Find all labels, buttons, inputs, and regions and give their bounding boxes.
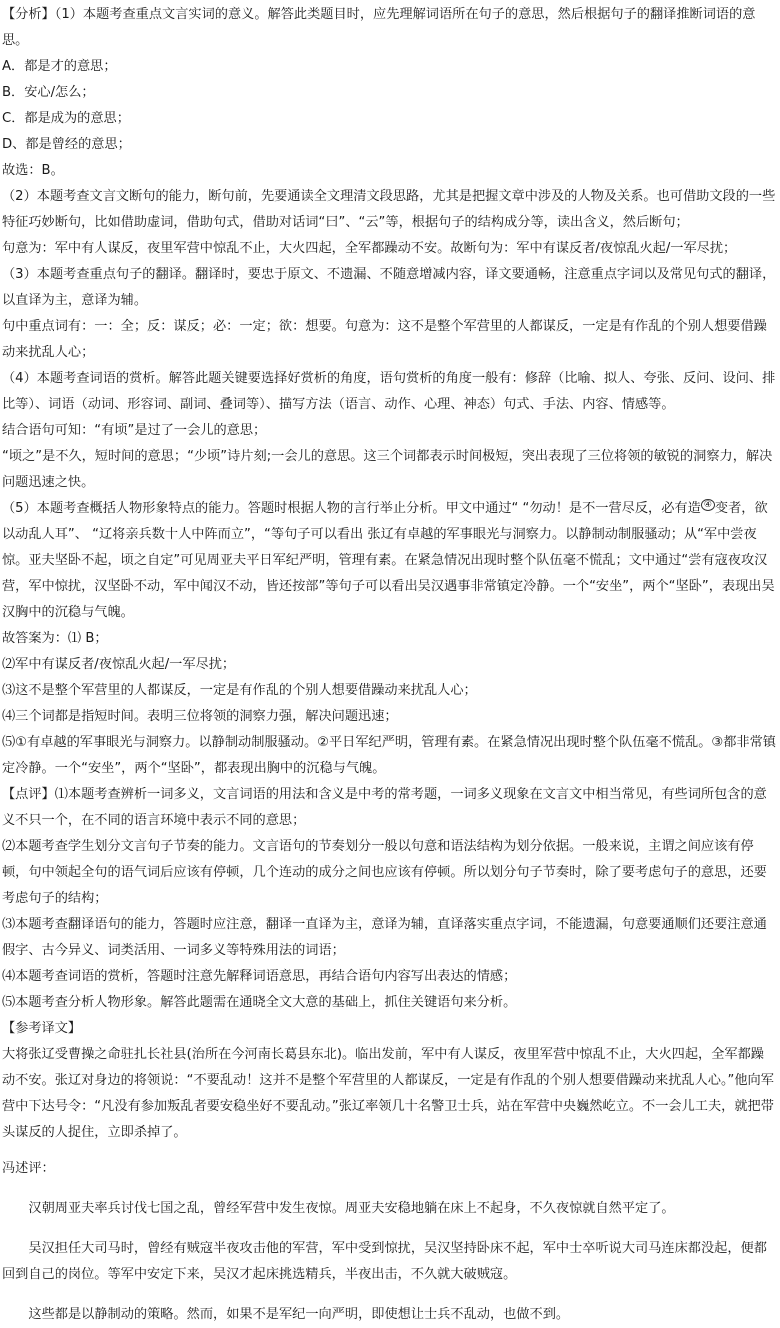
commentary-heading: 冯述评： bbox=[2, 1161, 55, 1176]
spacer bbox=[2, 1182, 776, 1196]
translation-section bbox=[2, 1016, 776, 1146]
option-b: B．安心/怎么； bbox=[2, 85, 95, 100]
question-2-meaning: 句意为：军中有人谋反，夜里军营中惊乱不止，大火四起，全军都躁动不安。故断句为：军中有谋反者/夜惊乱火起/一军尽扰； bbox=[2, 241, 737, 256]
review-section bbox=[2, 782, 776, 1016]
footnote-marker: ④ bbox=[701, 499, 715, 511]
question-4-more: “顷之”是不久，短时间的意思；“少顷”诗片刻;一会儿的意思。这三个词都表示时间极短，突出表现了三位将领的敏锐的洞察力，解决问题迅速之快。 bbox=[2, 449, 773, 490]
spacer bbox=[2, 1222, 776, 1236]
review-1: 【点评】⑴本题考查辨析一词多义，文言词语的用法和含义是中考的常考题，一词多义现象在文言文中相当常见，有些词所包含的意义不只一个，在不同的语言环境中表示不同的意思； bbox=[2, 787, 767, 828]
answer-2: ⑵军中有谋反者/夜惊乱火起/一军尽扰； bbox=[2, 657, 236, 672]
question-2: （2）本题考查文言文断句的能力，断句前，先要通读全文理清文段思路，尤其是把握文章中涉及的人物及关系。也可借助文段的一些特征巧妙断句，比如借助虚词，借助句式，借助对话词“曰”、“云”等，根据句子的结构成分等，读出含义，然后断句； bbox=[2, 189, 776, 230]
review-3: ⑶本题考查翻译语句的能力，答题时应注意，翻译一直译为主，意译为辅，直译落实重点字词，不能遗漏，句意要通顺们还要注意通假字、古今异义、词类活用、一词多义等特殊用法的词语； bbox=[2, 917, 767, 958]
commentary-paragraph-2: 吴汉担任大司马时，曾经有贼寇半夜攻击他的军营，军中受到惊扰，吴汉坚持卧床不起，军中士卒听说大司马连床都没起，便都回到自己的岗位。等军中安定下来，吴汉才起床挑选精兵，半夜出击，不久就大破贼寇。 bbox=[2, 1241, 767, 1282]
question-3-words: 句中重点词有：一：全；反：谋反；必：一定；欲：想要。句意为：这不是整个军营里的人都谋反，一定是有作乱的个别人想要借躁动来扰乱人心； bbox=[2, 319, 767, 360]
review-4: ⑷本题考查词语的赏析，答题时注意先解释词语意思，再结合语句内容写出表达的情感； bbox=[2, 969, 517, 984]
analysis-intro: 【分析】（1）本题考查重点文言实词的意义。解答此类题目时，应先理解词语所在句子的意思，然后根据句子的翻译推断词语的意思。 bbox=[2, 7, 756, 48]
choice-result: 故选：B。 bbox=[2, 163, 64, 178]
translation-heading: 【参考译文】 bbox=[2, 1021, 82, 1036]
question-5-part-a: （5）本题考查概括人物形象特点的能力。答题时根据人物的言行举止分析。甲文中通过“ “勿动！是不一营尽反，必有造 bbox=[2, 501, 701, 516]
analysis-section bbox=[2, 2, 776, 782]
translation-body: 大将张辽受曹操之命驻扎长社县(治所在今河南长葛县东北)。临出发前，军中有人谋反，夜里军营中惊乱不止，大火四起，全军都躁动不安。张辽对身边的将领说：“不要乱动！这并不是整个军营里的人都谋反，一定是有作乱的个别人想要借躁动来扰乱人心。”他向军营中下达号令：“凡没有参加叛乱者要安稳坐好不要乱动。”张辽率领几十名警卫士兵，站在军营中央巍然屹立。不一会儿工夫，就把带头谋反的人捉住，立即杀掉了。 bbox=[2, 1047, 774, 1140]
answer-3: ⑶这不是整个军营里的人都谋反，一定是有作乱的个别人想要借躁动来扰乱人心； bbox=[2, 683, 477, 698]
spacer bbox=[2, 1288, 776, 1302]
question-3: （3）本题考查重点句子的翻译。翻译时，要忠于原文、不遗漏、不随意增减内容，译文要通畅，注意重点字词以及常见句式的翻译，以直译为主，意译为辅。 bbox=[2, 267, 776, 308]
commentary-paragraph-3: 这些都是以静制动的策略。然而，如果不是军纪一向严明，即使想让士兵不乱动，也做不到。 bbox=[28, 1307, 570, 1322]
review-5: ⑸本题考查分析人物形象。解答此题需在通晓全文大意的基础上，抓住关键语句来分析。 bbox=[2, 995, 517, 1010]
answer-4: ⑷三个词都是指短时间。表明三位将领的洞察力强，解决问题迅速； bbox=[2, 709, 398, 724]
question-5-part-b: 变者，欲以动乱人耳”、 “辽将亲兵数十人中阵而立”，“等句子可以看出 张辽有卓越的军事眼光与洞察力。以静制动制服骚动；从“军中尝夜惊。亚夫坚卧不起，顷之自定”可见周亚夫平日军纪严明，管理有素。在紧急情况出现时整个队伍毫不慌乱；文中通过“尝有寇夜攻汉营，军中惊扰，汉坚卧不动，军中闻汉不动，皆还按部”等句子可以看出吴汉遇事非常镇定冷静。一个“安坐”，两个“坚卧”，表现出吴汉胸中的沉稳与气魄。 bbox=[2, 501, 775, 620]
option-c: C．都是成为的意思； bbox=[2, 111, 130, 126]
review-2: ⑵本题考查学生划分文言句子节奏的能力。文言语句的节奏划分一般以句意和语法结构为划分依据。一般来说，主谓之间应该有停顿，句中领起全句的语气词后应该有停顿，几个连动的成分之间也应该有停顿。所以划分句子节奏时，除了要考虑句子的意思，还要考虑句子的结构； bbox=[2, 839, 767, 906]
commentary-section bbox=[2, 1146, 776, 1328]
answer-1: 故答案为：⑴ B； bbox=[2, 631, 108, 646]
spacer bbox=[2, 1146, 776, 1156]
question-5 bbox=[2, 496, 776, 626]
question-4-context: 结合语句可知：“有顷”是过了一会儿的意思； bbox=[2, 423, 267, 438]
option-d: D、都是曾经的意思； bbox=[2, 137, 131, 152]
question-4: （4）本题考查词语的赏析。解答此题关键要选择好赏析的角度，语句赏析的角度一般有：修辞（比喻、拟人、夸张、反问、设问、排比等）、词语（动词、形容词、副词、叠词等）、描写方法（语言、动作、心理、神态）句式、手法、内容、情感等。 bbox=[2, 371, 776, 412]
answer-5: ⑸①有卓越的军事眼光与洞察力。以静制动制服骚动。②平日军纪严明，管理有素。在紧急情况出现时整个队伍毫不慌乱。③都非常镇定冷静。一个“安坐”，两个“坚卧”，都表现出胸中的沉稳与气魄。 bbox=[2, 735, 776, 776]
commentary-paragraph-1: 汉朝周亚夫率兵讨伐七国之乱，曾经军营中发生夜惊。周亚夫安稳地躺在床上不起身，不久夜惊就自然平定了。 bbox=[28, 1201, 675, 1216]
option-a: A．都是才的意思； bbox=[2, 59, 117, 74]
